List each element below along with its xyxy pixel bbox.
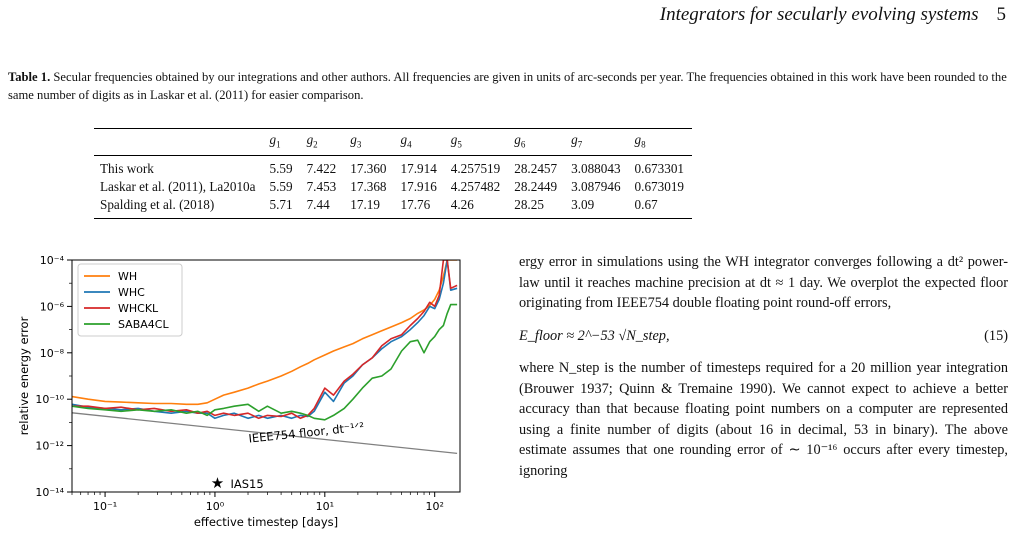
equation-number: (15)	[984, 327, 1008, 344]
y-tick-label: 10⁻⁸	[39, 346, 64, 360]
table-cell: 3.09	[571, 196, 595, 212]
table-cell: 17.360	[350, 160, 387, 176]
table-caption-text: Secular frequencies obtained by our integrations and other authors. All frequencies are given in units of arc-seconds per year. The frequencies obtained in this work have been rounded to the same number of digits as in Laskar et al. (2011) for easier comparison.	[8, 70, 1007, 102]
x-tick-label: 10²	[425, 500, 444, 513]
row-source: Spalding et al. (2018)	[100, 196, 215, 212]
x-tick-label: 10⁻¹	[92, 500, 118, 513]
column-header: $g_4$	[400, 132, 412, 150]
legend-label: SABA4CL	[118, 318, 169, 331]
running-head	[660, 4, 1006, 26]
table-cell: 28.2457	[514, 160, 558, 176]
table-cell: 4.257482	[450, 178, 501, 194]
row-source: This work	[100, 160, 154, 176]
equation-expression: E_floor ≈ 2^−53 √N_step,	[519, 327, 670, 344]
y-axis-label: relative energy error	[17, 316, 31, 436]
table-cell: 17.916	[400, 178, 437, 194]
column-header: $g_8$	[634, 132, 646, 150]
table-cell: 17.368	[350, 178, 387, 194]
table-cell: 5.59	[269, 178, 293, 194]
y-tick-label: 10⁻⁴	[39, 254, 64, 267]
legend-label: WH	[118, 270, 138, 283]
table-cell: 7.44	[306, 196, 330, 212]
table-row	[94, 178, 692, 196]
annotation-label: IEEE754 floor, dt⁻¹ᐟ²	[247, 419, 365, 446]
column-header: $g_6$	[514, 132, 526, 150]
table-header-row	[94, 129, 692, 156]
table-cell: 28.25	[514, 196, 544, 212]
y-tick-label: 10⁻¹⁰	[35, 393, 64, 407]
table-cell: 0.673301	[634, 160, 684, 176]
ias15-star-marker: ★	[210, 473, 225, 492]
frequency-table	[94, 128, 692, 219]
column-header: $g_3$	[350, 132, 362, 150]
y-tick-label: 10⁻⁶	[39, 300, 64, 314]
table-cell: 17.76	[400, 196, 431, 212]
x-tick-label: 10⁰	[205, 500, 225, 513]
page-number: 5	[996, 4, 1006, 25]
y-tick-label: 10⁻¹²	[35, 439, 64, 453]
annotation-label: IAS15	[230, 476, 264, 491]
table-cell: 17.914	[400, 160, 437, 176]
table-cell: 0.67	[634, 196, 658, 212]
table-corner-cell	[94, 129, 264, 156]
table-cell: 7.422	[306, 160, 337, 176]
column-header: $g_1$	[269, 132, 281, 150]
table-cell: 4.26	[450, 196, 474, 212]
table-cell: 28.2449	[514, 178, 558, 194]
table-caption	[8, 68, 1008, 104]
body-text	[519, 252, 1008, 481]
column-header: $g_2$	[306, 132, 318, 150]
x-axis-label: effective timestep [days]	[193, 515, 339, 529]
table-cell: 5.71	[269, 196, 293, 212]
column-header: $g_7$	[571, 132, 583, 150]
table-cell: 3.087946	[571, 178, 621, 194]
x-tick-label: 10¹	[315, 500, 335, 513]
table-row	[94, 196, 692, 219]
table-cell: 3.088043	[571, 160, 621, 176]
paragraph: ergy error in simulations using the WH integrator converges following a dt² power-law until it reaches machine precision at dt ≈ 1 day. We overplot the expected floor originating from IEEE754 double floating point round-off errors,	[519, 254, 1008, 311]
column-header: $g_5$	[450, 132, 462, 150]
legend-label: WHC	[118, 286, 145, 299]
table-cell: 5.59	[269, 160, 293, 176]
table-cell: 7.453	[306, 178, 337, 194]
table-cell: 4.257519	[450, 160, 501, 176]
energy-error-chart	[0, 250, 500, 550]
table-label: Table 1.	[8, 70, 51, 84]
table-cell: 0.673019	[634, 178, 684, 194]
running-head-title: Integrators for secularly evolving systems	[659, 4, 979, 25]
row-source: Laskar et al. (2011), La2010a	[100, 178, 256, 194]
legend-label: WHCKL	[118, 302, 159, 315]
paragraph: where N_step is the number of timesteps required for a 20 million year integration (Brouwer 1937; Quinn & Tremaine 1990). We cannot expect to achieve a better accuracy than that because floating point numbers on a computer are represented using a finite number of digits (about 16 in decimal, 53 in binary). The above estimate assumes that one rounding error of ∼ 10⁻¹⁶ occurs after every timestep, ignoring	[519, 360, 1008, 479]
table-row	[94, 155, 692, 178]
y-tick-label: 10⁻¹⁴	[35, 486, 64, 499]
equation-15	[519, 326, 1008, 347]
table-cell: 17.19	[350, 196, 380, 212]
